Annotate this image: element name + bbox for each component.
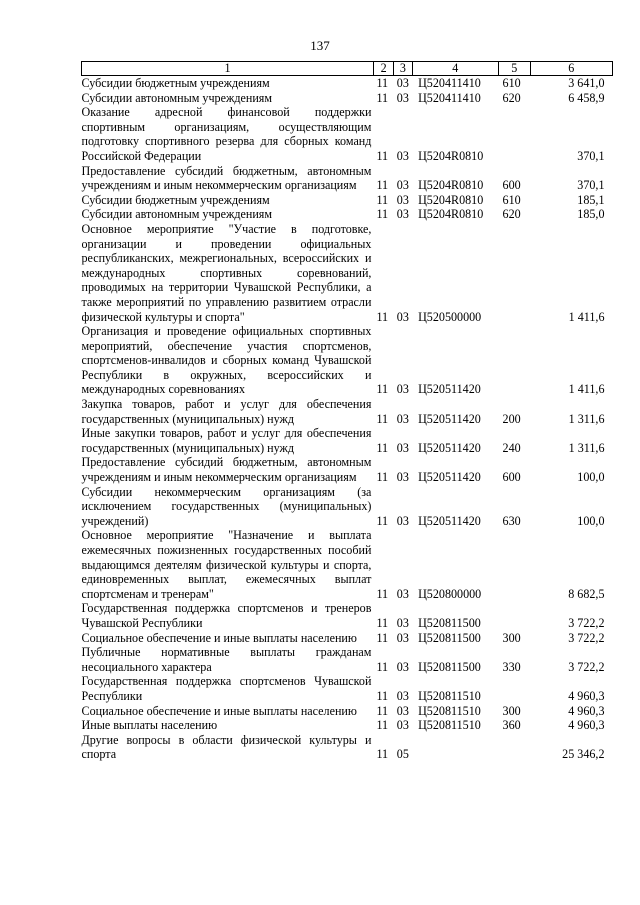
row-name: Основное мероприятие "Участие в подготовке, организации и проведении официальных республиканских, межрегиональных, всероссийских и международных спортивных соревнований, проводимых на территории Чувашской Республики, а также мероприятий по управлению развитием отрасли физической культуры и спорта" — [81, 221, 372, 324]
row-expense-type: 300 — [502, 703, 521, 718]
row-name: Социальное обеспечение и иные выплаты населению — [81, 703, 357, 718]
row-section-code: 11 — [376, 207, 389, 222]
row-name: Предоставление субсидий бюджетным, автономным учреждениям и иным некоммерческим организациям — [81, 163, 372, 193]
row-target-article: Ц520411410 — [418, 90, 481, 105]
row-target-article: Ц520811500 — [418, 659, 481, 674]
row-name: Субсидии бюджетным учреждениям — [81, 192, 270, 207]
row-amount: 1 311,6 — [568, 411, 605, 426]
row-expense-type — [499, 733, 531, 762]
row-amount: 6 458,9 — [568, 90, 605, 105]
row-amount: 3 641,0 — [568, 76, 605, 90]
row-expense-type: 600 — [502, 470, 521, 485]
row-section-code: 11 — [376, 718, 389, 733]
row-name: Предоставление субсидий бюджетным, автономным учреждениям и иным некоммерческим организациям — [81, 455, 372, 485]
column-header-subsection: 3 — [394, 62, 412, 76]
row-expense-type: 360 — [502, 718, 521, 733]
row-subsection-code: 03 — [396, 718, 409, 733]
row-target-article: Ц5204R0810 — [418, 148, 484, 163]
table-row — [82, 91, 613, 106]
row-expense-type — [499, 105, 531, 163]
row-amount: 1 411,6 — [568, 309, 605, 324]
row-subsection-code: 03 — [396, 309, 409, 324]
row-subsection-code: 03 — [396, 586, 409, 601]
row-target-article: Ц520811510 — [418, 688, 481, 703]
row-name: Другие вопросы в области физической культуры и спорта — [81, 732, 372, 762]
page-number: 137 — [310, 38, 330, 53]
row-expense-type: 300 — [502, 630, 521, 645]
row-expense-type: 200 — [502, 411, 521, 426]
table-row — [82, 485, 613, 529]
row-name: Закупка товаров, работ и услуг для обеспечения государственных (муниципальных) нужд — [81, 397, 372, 426]
table-row — [82, 631, 613, 646]
row-expense-type: 600 — [502, 178, 521, 193]
column-header-name: 1 — [82, 62, 374, 76]
row-target-article: Ц520811510 — [418, 718, 481, 733]
row-name: Государственная поддержка спортсменов Чувашской Республики — [81, 674, 372, 703]
row-target-article: Ц5204R0810 — [418, 207, 484, 222]
row-subsection-code: 03 — [396, 470, 409, 485]
table-row — [82, 105, 613, 163]
row-subsection-code: 03 — [396, 76, 409, 90]
row-target-article: Ц520511420 — [418, 440, 481, 455]
budget-table — [81, 61, 613, 762]
table-row — [82, 324, 613, 397]
row-section-code: 11 — [376, 382, 389, 397]
table-row — [82, 704, 613, 719]
row-target-article: Ц520511420 — [418, 382, 481, 397]
row-section-code: 11 — [376, 411, 389, 426]
table-row — [82, 426, 613, 455]
table-row — [82, 528, 613, 601]
row-expense-type: 240 — [502, 440, 521, 455]
row-section-code: 11 — [376, 513, 389, 528]
row-target-article: Ц520811500 — [418, 630, 481, 645]
row-name: Субсидии бюджетным учреждениям — [81, 76, 270, 90]
row-target-article: Ц520500000 — [418, 309, 482, 324]
row-section-code: 11 — [376, 659, 389, 674]
row-amount: 4 960,3 — [568, 703, 605, 718]
row-amount: 25 346,2 — [562, 747, 605, 762]
row-target-article: Ц520411410 — [418, 76, 481, 90]
row-name: Государственная поддержка спортсменов и тренеров Чувашской Республики — [81, 601, 372, 630]
row-section-code: 11 — [376, 192, 389, 207]
row-subsection-code: 03 — [396, 148, 409, 163]
row-target-article: Ц520511420 — [418, 513, 481, 528]
row-amount: 3 722,2 — [568, 615, 605, 630]
row-expense-type — [499, 674, 531, 703]
table-row — [82, 164, 613, 193]
row-expense-type — [499, 601, 531, 630]
column-header-section: 2 — [373, 62, 393, 76]
column-header-target-article: 4 — [412, 62, 498, 76]
row-target-article: Ц5204R0810 — [418, 192, 484, 207]
row-expense-type: 610 — [502, 192, 521, 207]
row-subsection-code: 05 — [396, 747, 409, 762]
column-header-expense-type: 5 — [499, 62, 531, 76]
table-row — [82, 222, 613, 324]
row-subsection-code: 03 — [396, 440, 409, 455]
row-amount: 370,1 — [577, 148, 605, 163]
row-target-article: Ц520511420 — [418, 470, 481, 485]
row-amount: 4 960,3 — [568, 688, 605, 703]
row-name: Публичные нормативные выплаты гражданам несоциального характера — [81, 645, 372, 674]
row-target-article: Ц520811500 — [418, 615, 481, 630]
row-amount: 370,1 — [577, 178, 605, 193]
row-section-code: 11 — [376, 309, 389, 324]
row-name: Оказание адресной финансовой поддержки спортивным организациям, осуществляющим подготовку спортивного резерва для сборных команд Российской Федерации — [81, 105, 372, 163]
row-target-article: Ц520800000 — [418, 586, 482, 601]
table-row — [82, 645, 613, 674]
row-target-article: Ц5204R0810 — [418, 178, 484, 193]
row-subsection-code: 03 — [396, 411, 409, 426]
row-section-code: 11 — [376, 703, 389, 718]
row-amount: 4 960,3 — [568, 718, 605, 733]
row-subsection-code: 03 — [396, 513, 409, 528]
row-expense-type: 330 — [502, 659, 521, 674]
table-body — [82, 76, 613, 762]
row-name: Организация и проведение официальных спортивных мероприятий, обеспечение участия спортсменов, спортсменов-инвалидов и сборных команд Чувашской Республики в окружных, всероссийских и международных соревнованиях — [81, 324, 372, 397]
table-row — [82, 193, 613, 208]
row-section-code: 11 — [376, 615, 389, 630]
row-name: Иные закупки товаров, работ и услуг для обеспечения государственных (муниципальных) нужд — [81, 426, 372, 455]
table-header — [82, 62, 613, 76]
row-name: Иные выплаты населению — [81, 718, 218, 733]
row-subsection-code: 03 — [396, 382, 409, 397]
column-header-amount: 6 — [530, 62, 612, 76]
row-name: Субсидии автономным учреждениям — [81, 207, 273, 222]
row-amount: 1 311,6 — [568, 440, 605, 455]
table-row — [82, 733, 613, 762]
row-subsection-code: 03 — [396, 703, 409, 718]
row-target-article: Ц520811510 — [418, 703, 481, 718]
table-row — [82, 718, 613, 733]
row-subsection-code: 03 — [396, 207, 409, 222]
table-row — [82, 455, 613, 484]
row-amount: 185,1 — [577, 192, 605, 207]
row-subsection-code: 03 — [396, 192, 409, 207]
row-section-code: 11 — [376, 178, 389, 193]
table-row — [82, 207, 613, 222]
row-expense-type — [499, 324, 531, 397]
row-name: Основное мероприятие "Назначение и выплата ежемесячных пожизненных государственных пособий выдающимся деятелям физической культуры и спорта, единовременных выплат, ежемесячных выплат спортсменам и тренерам" — [81, 528, 372, 601]
row-section-code: 11 — [376, 586, 389, 601]
table-row — [82, 76, 613, 91]
row-amount: 1 411,6 — [568, 382, 605, 397]
row-section-code: 11 — [376, 440, 389, 455]
row-target-article — [412, 733, 498, 762]
row-section-code: 11 — [376, 688, 389, 703]
row-subsection-code: 03 — [396, 615, 409, 630]
row-subsection-code: 03 — [396, 659, 409, 674]
row-expense-type — [499, 222, 531, 324]
row-target-article: Ц520511420 — [418, 411, 481, 426]
row-section-code: 11 — [376, 90, 389, 105]
row-subsection-code: 03 — [396, 90, 409, 105]
row-section-code: 11 — [376, 630, 389, 645]
row-amount: 100,0 — [577, 470, 605, 485]
table-row — [82, 397, 613, 426]
row-name: Субсидии некоммерческим организациям (за исключением государственных (муниципальных) учреждений) — [81, 484, 372, 528]
row-section-code: 11 — [376, 76, 389, 90]
row-subsection-code: 03 — [396, 178, 409, 193]
row-expense-type: 620 — [502, 207, 521, 222]
row-amount: 8 682,5 — [568, 586, 605, 601]
row-amount: 3 722,2 — [568, 659, 605, 674]
row-expense-type: 630 — [502, 513, 521, 528]
row-section-code: 11 — [376, 470, 389, 485]
row-expense-type: 620 — [502, 90, 521, 105]
row-expense-type: 610 — [502, 76, 521, 90]
table-row — [82, 674, 613, 703]
row-subsection-code: 03 — [396, 688, 409, 703]
header-row — [82, 62, 613, 76]
row-amount: 3 722,2 — [568, 630, 605, 645]
row-name: Субсидии автономным учреждениям — [81, 90, 273, 105]
row-amount: 100,0 — [577, 513, 605, 528]
row-expense-type — [499, 528, 531, 601]
row-section-code: 11 — [376, 148, 389, 163]
row-section-code: 11 — [376, 747, 389, 762]
table-row — [82, 601, 613, 630]
row-name: Социальное обеспечение и иные выплаты населению — [81, 630, 357, 645]
row-amount: 185,0 — [577, 207, 605, 222]
row-subsection-code: 03 — [396, 630, 409, 645]
